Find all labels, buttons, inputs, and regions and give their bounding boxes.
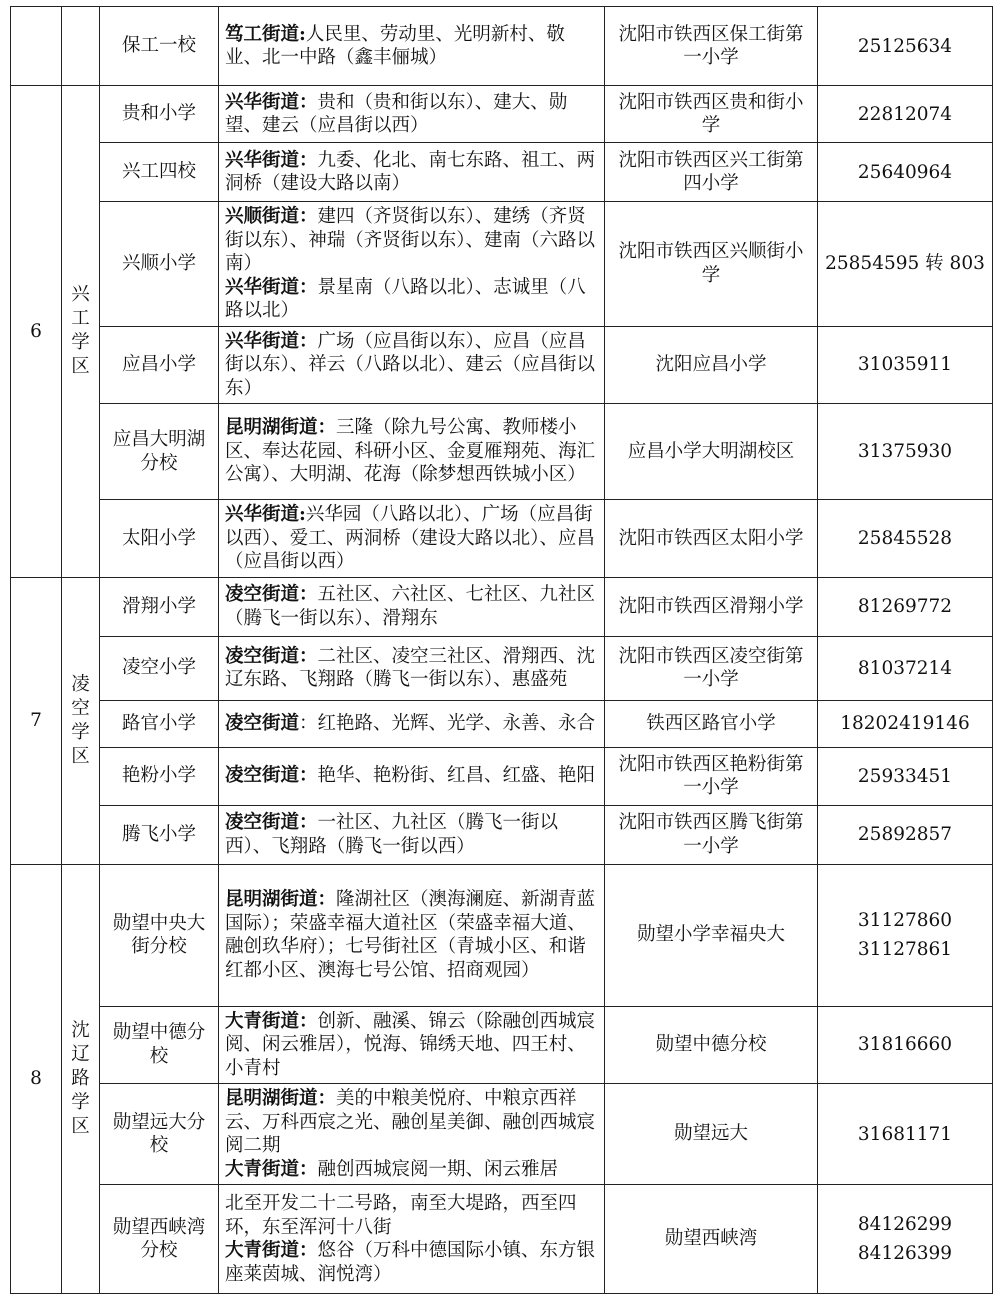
enrollment-area [219, 805, 605, 864]
table-row [11, 700, 993, 747]
phone-number: 25854595 转 803 [825, 253, 985, 275]
school-short-name: 兴工四校 [100, 143, 219, 202]
phone-number: 22812074 [857, 103, 953, 125]
enrollment-area [219, 500, 605, 578]
school-short-name: 勋望远大分校 [100, 1084, 219, 1185]
area-segment [225, 503, 598, 574]
table-row [11, 1084, 993, 1185]
enrollment-area [219, 747, 605, 805]
phone-cell [818, 1006, 993, 1084]
school-short-name: 贵和小学 [100, 86, 219, 143]
table-row [11, 326, 993, 404]
street-name: 大青街道： [225, 1010, 318, 1032]
school-short-name: 腾飞小学 [100, 805, 219, 864]
school-full-name: 应昌小学大明湖校区 [605, 404, 818, 500]
street-name: 昆明湖街道： [225, 1088, 337, 1109]
area-segment [225, 1010, 598, 1081]
school-short-name: 应昌小学 [100, 326, 219, 404]
district-number: 8 [11, 864, 62, 1294]
phone-cell [818, 326, 993, 404]
street-name: 凌空街道： [225, 645, 318, 667]
district-zone-name: 兴工学区 [71, 284, 90, 378]
area-segment [225, 888, 598, 982]
phone-cell [818, 700, 993, 747]
school-full-name: 沈阳市铁西区滑翔小学 [605, 577, 818, 636]
area-segment [225, 1239, 598, 1286]
street-name: 凌空街道： [225, 765, 318, 787]
area-text: 二社区、凌空三社区、滑翔西、沈辽东路、飞翔路（腾飞一街以东）、惠盛苑 [225, 645, 596, 690]
enrollment-area [219, 1185, 605, 1294]
area-segment [225, 149, 598, 196]
phone-number: 81037214 [857, 657, 953, 679]
street-name: 凌空街道 [225, 712, 300, 734]
phone-number: 31375930 [857, 441, 953, 462]
school-full-name: 勋望远大 [605, 1084, 818, 1185]
area-segment [225, 1087, 598, 1158]
phone-number: 31681171 [857, 1123, 953, 1145]
phone-number: 81269772 [857, 596, 953, 617]
school-full-name: 勋望西峡湾 [605, 1185, 818, 1294]
district-number: 7 [11, 577, 62, 864]
enrollment-area [219, 86, 605, 143]
school-full-name: 铁西区路官小学 [605, 700, 818, 747]
street-name: 兴华街道： [225, 149, 318, 171]
table-row [11, 500, 993, 578]
area-segment [225, 811, 598, 858]
enrollment-area [219, 864, 605, 1006]
school-short-name: 太阳小学 [100, 500, 219, 578]
school-short-name: 滑翔小学 [100, 577, 219, 636]
district-zone-name: 凌空学区 [71, 673, 90, 767]
school-short-name: 兴顺小学 [100, 202, 219, 327]
school-full-name: 沈阳市铁西区凌空街第一小学 [605, 636, 818, 700]
street-name: 兴华街道： [225, 91, 318, 113]
street-name: 兴华街道： [225, 276, 318, 298]
enrollment-area [219, 326, 605, 404]
phone-cell [818, 577, 993, 636]
street-name: 凌空街道： [225, 812, 318, 833]
school-full-name: 沈阳市铁西区保工街第一小学 [605, 7, 818, 86]
enrollment-area [219, 143, 605, 202]
area-text: 贵和（贵和街以东）、建大、勋望、建云（应昌街以西） [225, 91, 568, 136]
phone-number: 25125634 [857, 35, 953, 57]
school-full-name: 勋望中德分校 [605, 1006, 818, 1084]
area-text: 艳华、艳粉街、红昌、红盛、艳阳 [317, 765, 596, 787]
school-full-name: 沈阳应昌小学 [605, 326, 818, 404]
street-name: 凌空街道： [225, 584, 318, 605]
enrollment-area [219, 7, 605, 86]
district-number: 6 [11, 86, 62, 578]
area-segment [225, 1192, 598, 1239]
area-text: 人民里、劳动里、光明新村、敬业、北一中路（鑫丰俪城） [225, 23, 565, 68]
area-segment [225, 764, 598, 788]
district-number [11, 7, 62, 86]
school-short-name: 勋望中央大街分校 [100, 864, 219, 1006]
table-row [11, 404, 993, 500]
area-text: 九委、化北、南七东路、祖工、两洞桥（建设大路以南） [225, 149, 596, 194]
school-full-name: 沈阳市铁西区腾飞街第一小学 [605, 805, 818, 864]
area-text: 融创西城宸阅一期、闲云雅居 [317, 1158, 559, 1180]
phone-cell [818, 7, 993, 86]
enrollment-area [219, 1084, 605, 1185]
area-text: 悠谷（万科中德国际小镇、东方银座莱茵城、润悦湾） [225, 1240, 596, 1285]
area-text: ：红艳路、光辉、光学、永善、永合 [299, 712, 596, 734]
phone-cell [818, 636, 993, 700]
area-segment [225, 205, 598, 276]
table-row [11, 577, 993, 636]
phone-number: 84126299 [857, 1214, 953, 1235]
area-text: 建四（齐贤街以东）、建绣（齐贤街以东）、神瑞（齐贤街以东）、建南（六路以南） [225, 206, 596, 274]
phone-number: 25933451 [857, 765, 953, 787]
school-district-table [10, 6, 993, 1294]
school-short-name: 路官小学 [100, 700, 219, 747]
street-name: 兴华街道: [225, 504, 306, 525]
school-short-name: 应昌大明湖分校 [100, 404, 219, 500]
area-segment [225, 712, 598, 736]
school-full-name: 沈阳市铁西区艳粉街第一小学 [605, 747, 818, 805]
street-name: 昆明湖街道： [225, 889, 337, 910]
table-row [11, 747, 993, 805]
phone-cell [818, 747, 993, 805]
phone-number: 31127860 [857, 910, 953, 931]
area-segment [225, 91, 598, 138]
street-name: 大青街道： [225, 1158, 318, 1180]
table-row [11, 864, 993, 1006]
district-zone-cell [62, 864, 100, 1294]
phone-cell [818, 1185, 993, 1294]
phone-cell [818, 1084, 993, 1185]
phone-cell [818, 143, 993, 202]
area-text: 一社区、九社区（腾飞一街以西）、飞翔路（腾飞一街以西） [225, 812, 559, 857]
area-text: 广场（应昌街以东）、应昌（应昌街以东）、祥云（八路以北）、建云（应昌街以东） [225, 330, 596, 399]
district-zone-name: 沈辽路学区 [71, 1019, 90, 1137]
table-row [11, 805, 993, 864]
area-segment [225, 645, 598, 692]
table-row [11, 636, 993, 700]
phone-number: 25845528 [857, 527, 953, 549]
enrollment-area [219, 202, 605, 327]
table-row [11, 1185, 993, 1294]
enrollment-area [219, 636, 605, 700]
phone-number: 25892857 [857, 824, 953, 845]
table-row [11, 143, 993, 202]
area-segment [225, 1158, 598, 1182]
school-full-name: 沈阳市铁西区贵和街小学 [605, 86, 818, 143]
area-segment [225, 583, 598, 630]
district-zone-cell [62, 7, 100, 86]
area-text: 北至开发二十二号路，南至大堤路，西至四环，东至浑河十八街 [225, 1193, 577, 1238]
area-segment [225, 416, 598, 487]
phone-number: 25640964 [857, 161, 953, 183]
enrollment-area [219, 1006, 605, 1084]
school-short-name: 凌空小学 [100, 636, 219, 700]
phone-cell [818, 404, 993, 500]
area-text: 景星南（八路以北）、志诚里（八路以北） [225, 276, 586, 321]
phone-cell [818, 86, 993, 143]
district-zone-cell [62, 577, 100, 864]
area-text: 隆湖社区（澳海澜庭、新湖青蓝国际）；荣盛幸福大道社区（荣盛幸福大道、融创玖华府）；七号街社区（青城小区、和谐红都小区、澳海七号公馆、招商观园） [225, 889, 596, 981]
enrollment-area [219, 577, 605, 636]
school-full-name: 沈阳市铁西区兴顺街小学 [605, 202, 818, 327]
school-short-name: 艳粉小学 [100, 747, 219, 805]
area-text: 五社区、六社区、七社区、九社区（腾飞一街以东）、滑翔东 [225, 584, 596, 629]
school-short-name: 勋望西峡湾分校 [100, 1185, 219, 1294]
street-name: 笃工街道: [225, 23, 306, 45]
table-row [11, 7, 993, 86]
school-full-name: 沈阳市铁西区兴工街第四小学 [605, 143, 818, 202]
school-full-name: 勋望小学幸福央大 [605, 864, 818, 1006]
enrollment-area [219, 404, 605, 500]
table-row [11, 1006, 993, 1084]
area-segment [225, 330, 598, 401]
area-text: 兴华园（八路以北）、广场（应昌街以西）、爱工、两洞桥（建设大路以北）、应昌（应昌街以西） [225, 504, 596, 572]
area-text: 美的中粮美悦府、中粮京西祥云、万科西宸之光、融创星美御、融创西城宸阅二期 [225, 1088, 596, 1156]
school-short-name: 保工一校 [100, 7, 219, 86]
phone-number: 31816660 [857, 1034, 953, 1056]
phone-number: 18202419146 [840, 713, 970, 734]
phone-cell [818, 202, 993, 327]
district-zone-cell [62, 86, 100, 578]
enrollment-area [219, 700, 605, 747]
table-row [11, 86, 993, 143]
school-full-name: 沈阳市铁西区太阳小学 [605, 500, 818, 578]
phone-number: 31127861 [857, 939, 953, 960]
area-segment [225, 276, 598, 323]
phone-cell [818, 864, 993, 1006]
area-segment [225, 23, 598, 70]
area-text: 创新、融溪、锦云（除融创西城宸阅、闲云雅居），悦海、锦绣天地、四王村、小青村 [225, 1010, 596, 1079]
street-name: 兴华街道： [225, 330, 318, 352]
street-name: 昆明湖街道： [225, 417, 337, 439]
school-short-name: 勋望中德分校 [100, 1006, 219, 1084]
area-text: 三隆（除九号公寓、教师楼小区、奉达花园、科研小区、金夏雁翔苑、海汇公寓）、大明湖、花海（除梦想西铁城小区） [225, 417, 596, 486]
street-name: 大青街道： [225, 1240, 318, 1261]
phone-number: 31035911 [857, 354, 953, 376]
phone-cell [818, 500, 993, 578]
table-row [11, 202, 993, 327]
phone-cell [818, 805, 993, 864]
street-name: 兴顺街道： [225, 206, 318, 227]
phone-number: 84126399 [857, 1243, 953, 1264]
